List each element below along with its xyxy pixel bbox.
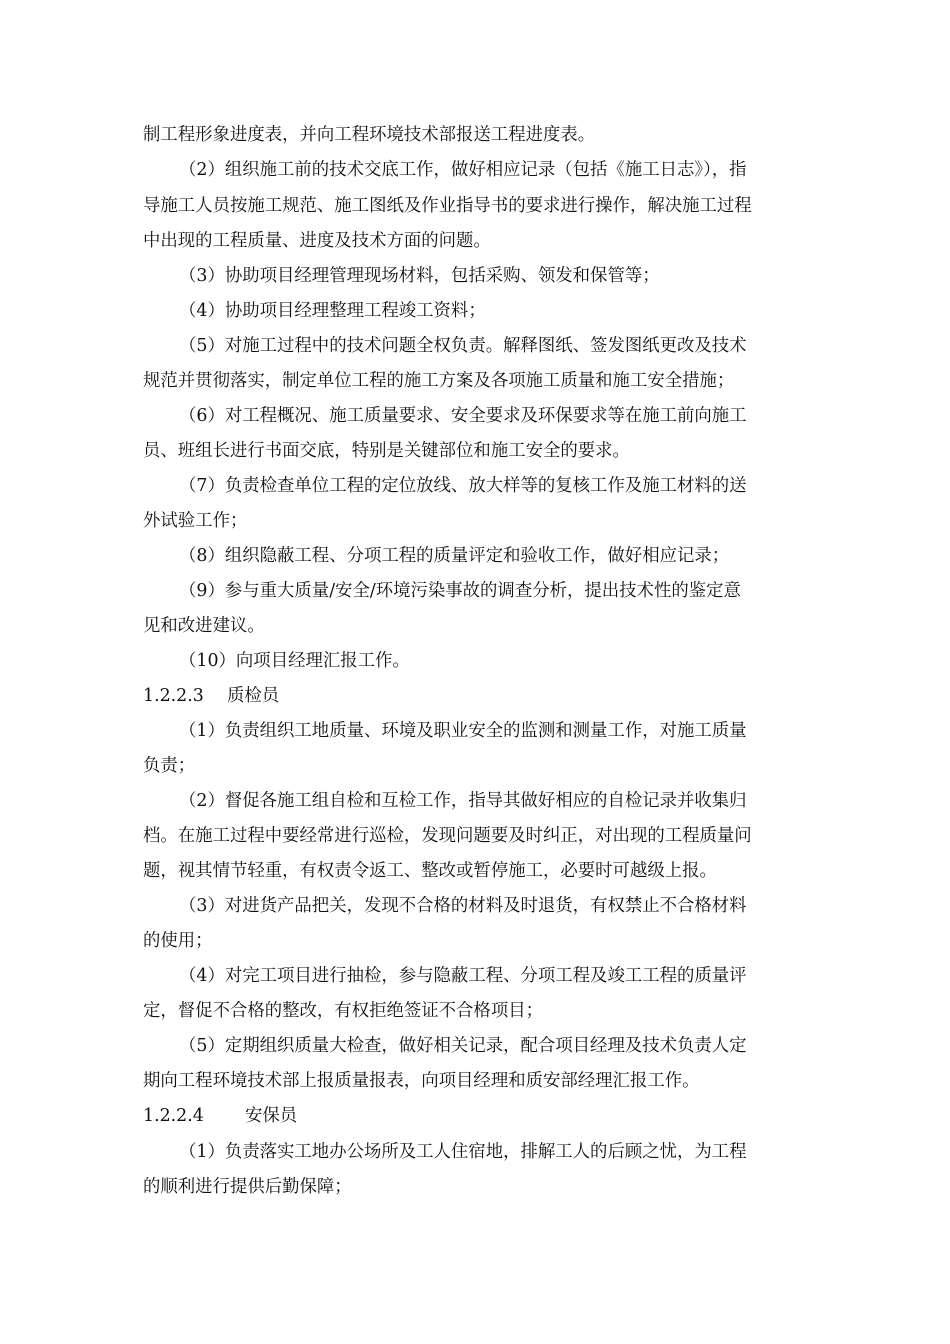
text-line: （3）协助项目经理管理现场材料，包括采购、领发和保管等； (179, 266, 660, 286)
text-line: （2）督促各施工组自检和互检工作，指导其做好相应的自检记录并收集归 (179, 791, 747, 811)
text-line: 见和改进建议。 (143, 616, 265, 636)
text-line: 档。在施工过程中要经常进行巡检，发现问题要及时纠正，对出现的工程质量问 (143, 826, 752, 846)
text-line: （1）负责落实工地办公场所及工人住宿地，排解工人的后顾之忧，为工程 (179, 1142, 747, 1162)
text-line: 中出现的工程质量、进度及技术方面的问题。 (143, 231, 491, 251)
text-line: 定，督促不合格的整改，有权拒绝签证不合格项目； (143, 1001, 543, 1021)
text-line: 的顺利进行提供后勤保障； (143, 1177, 352, 1197)
section-heading (143, 1104, 297, 1128)
text-line: 规范并贯彻落实，制定单位工程的施工方案及各项施工质量和施工安全措施； (143, 371, 735, 391)
text-line: 负责； (143, 756, 196, 776)
text-line: 题，视其情节轻重，有权责令返工、整改或暂停施工，必要时可越级上报。 (143, 861, 717, 881)
text-line: （3）对进货产品把关，发现不合格的材料及时退货，有权禁止不合格材料 (179, 896, 747, 916)
text-line: （8）组织隐蔽工程、分项工程的质量评定和验收工作，做好相应记录； (179, 546, 730, 566)
text-line: （10）向项目经理汇报工作。 (179, 651, 410, 671)
text-line: 导施工人员按施工规范、施工图纸及作业指导书的要求进行操作，解决施工过程 (143, 196, 752, 216)
text-line: （5）定期组织质量大检查，做好相关记录，配合项目经理及技术负责人定 (179, 1036, 747, 1056)
text-line: 期向工程环境技术部上报质量报表，向项目经理和质安部经理汇报工作。 (143, 1071, 700, 1091)
text-line: 的使用； (143, 931, 213, 951)
section-title: 质检员 (227, 686, 280, 706)
text-line: （5）对施工过程中的技术问题全权负责。解释图纸、签发图纸更改及技术 (179, 336, 747, 356)
text-line: 制工程形象进度表，并向工程环境技术部报送工程进度表。 (143, 125, 596, 145)
text-line: （6）对工程概况、施工质量要求、安全要求及环保要求等在施工前向施工 (179, 406, 747, 426)
section-number: 1.2.2.4 (143, 1106, 204, 1126)
section-number: 1.2.2.3 (143, 686, 204, 706)
text-line: （1）负责组织工地质量、环境及职业安全的监测和测量工作，对施工质量 (179, 721, 747, 741)
text-line: （2）组织施工前的技术交底工作，做好相应记录（包括《施工日志》），指 (179, 160, 747, 180)
text-line: （7）负责检查单位工程的定位放线、放大样等的复核工作及施工材料的送 (179, 476, 747, 496)
text-line: （4）协助项目经理整理工程竣工资料； (179, 301, 486, 321)
section-title: 安保员 (245, 1106, 298, 1126)
text-line: 外试验工作； (143, 511, 248, 531)
text-line: （9）参与重大质量/安全/环境污染事故的调查分析，提出技术性的鉴定意 (179, 581, 741, 601)
text-line: 员、班组长进行书面交底，特别是关键部位和施工安全的要求。 (143, 441, 630, 461)
section-heading (143, 684, 279, 708)
text-line: （4）对完工项目进行抽检，参与隐蔽工程、分项工程及竣工工程的质量评 (179, 966, 747, 986)
